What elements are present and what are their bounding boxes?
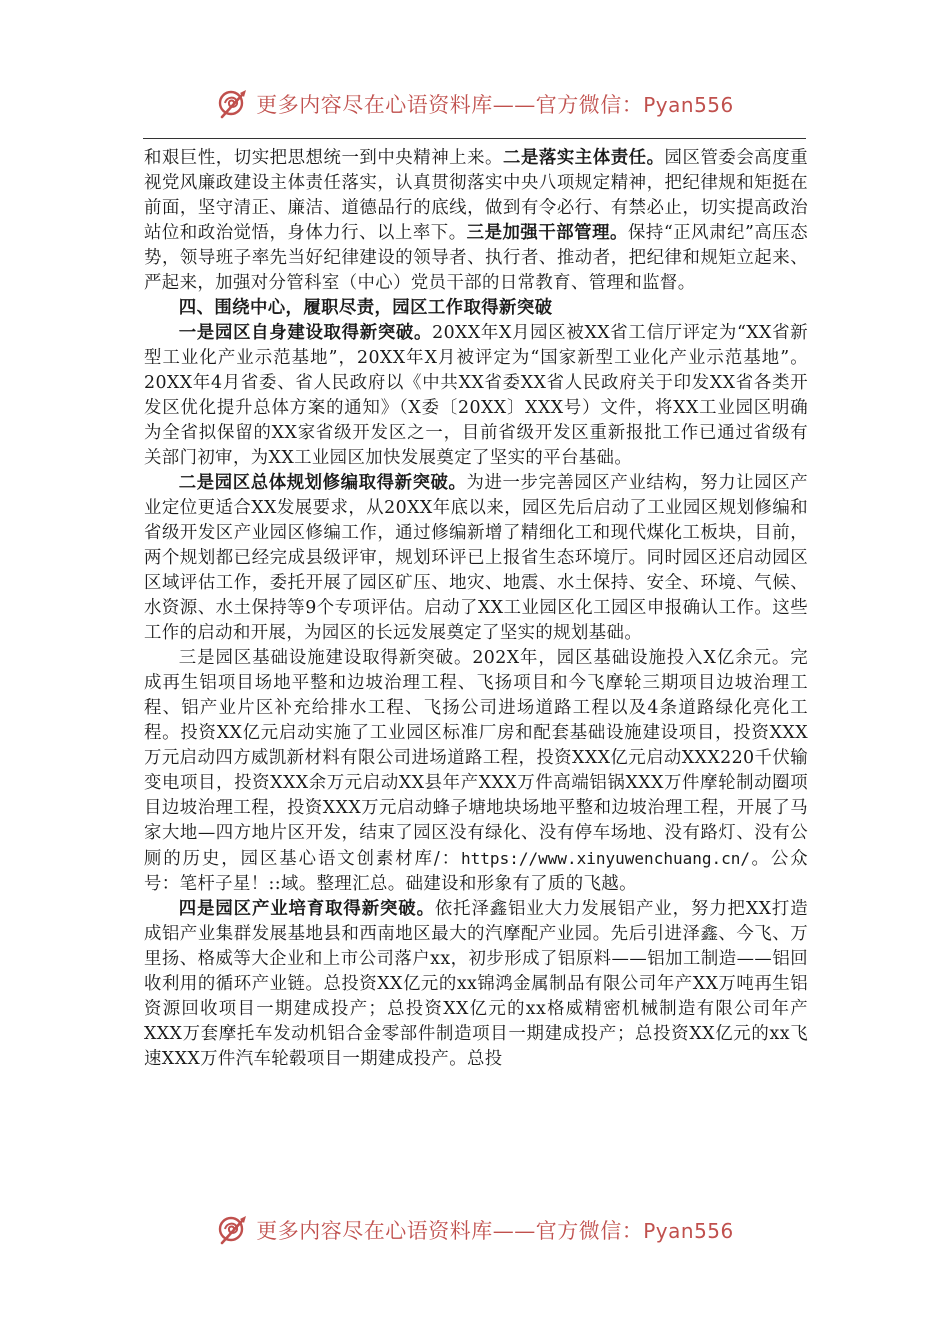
paragraph-1: 和艰巨性，切实把思想统一到中央精神上来。二是落实主体责任。园区管委会高度重视党风廉政建设主体责任落实，认真贯彻落实中央八项规定精神，把纪律规和矩挺在前面，坚守清正、廉洁、道德品行的底线，做到有令必行、有禁必止，切实提高政治站位和政治觉悟，身体力行、以上率下。三是加强干部管理。保持“正风肃纪”高压态势，领导班子率先当好纪律建设的领导者、执行者、推动者，把纪律和规矩立起来、严起来，加强对分管科室（中心）党员干部的日常教育、管理和监督。	[144, 148, 809, 293]
subheading-responsibility: 二是落实主体责任。	[503, 148, 665, 168]
footer-banner-text: 更多内容尽在心语资料库——官方微信：Pyan556	[256, 1219, 734, 1243]
subheading-cadre-management: 三是加强干部管理。	[466, 223, 628, 243]
header-banner-text: 更多内容尽在心语资料库——官方微信：Pyan556	[256, 93, 734, 117]
header-wechat-id: Pyan556	[643, 93, 734, 117]
footer-wechat-id: Pyan556	[643, 1219, 734, 1243]
paragraph-2: 一是园区自身建设取得新突破。20XX年X月园区被XX省工信厅评定为“XX省新型工业化产业示范基地”，20XX年X月被评定为“国家新型工业化产业示范基地”。20XX年4月省委、省人民政府以《中共XX省委XX省人民政府关于印发XX省各类开发区优化提升总体方案的通知》（X委〔20XX〕XXX号）文件，将XX工业园区明确为全省拟保留的XX家省级开发区之一，目前省级开发区重新报批工作已通过省级有关部门初审，为XX工业园区加快发展奠定了坚实的平台基础。	[144, 323, 808, 468]
rose-pen-logo-icon	[216, 87, 250, 121]
subheading-planning: 二是园区总体规划修编取得新突破。	[178, 473, 467, 493]
footer-banner	[0, 1210, 950, 1250]
paragraph-3: 二是园区总体规划修编取得新突破。为进一步完善园区产业结构，努力让园区产业定位更适合XX发展要求，从20XX年底以来，园区先后启动了工业园区规划修编和省级开发区产业园区修编工作，通过修编新增了精细化工和现代煤化工板块，目前，两个规划都已经完成县级评审，规划环评已上报省生态环境厅。同时园区还启动园区区域评估工作，委托开展了园区矿压、地灾、地震、水土保持、安全、环境、气候、水资源、水土保持等9个专项评估。启动了XX工业园区化工园区申报确认工作。这些工作的启动和开展，为园区的长远发展奠定了坚实的规划基础。	[144, 473, 808, 643]
subheading-self-construction: 一是园区自身建设取得新突破。	[178, 323, 433, 343]
document-body	[144, 146, 808, 1072]
header-divider	[143, 138, 806, 139]
subheading-industry: 四是园区产业培育取得新突破。	[178, 899, 435, 919]
header-banner	[0, 84, 950, 124]
section-heading-4: 四、围绕中心，履职尽责，园区工作取得新突破	[178, 298, 553, 318]
rose-pen-logo-icon	[216, 1213, 250, 1247]
paragraph-4: 三是园区基础设施建设取得新突破。202X年，园区基础设施投入X亿余元。完成再生铝项目场地平整和边坡治理工程、飞扬项目和今飞摩轮三期项目边坡治理工程、铝产业片区补充给排水工程、飞扬公司进场道路工程以及4条道路绿化亮化工程。投资XX亿元启动实施了工业园区标准厂房和配套基础设施建设项目，投资XXX万元启动四方威凯新材料有限公司进场道路工程，投资XXX亿元启动XXX220千伏输变电项目，投资XXX余万元启动XX县年产XXX万件高端铝锅XXX万件摩轮制动圈项目边坡治理工程，投资XXX万元启动蜂子塘地块场地平整和边坡治理工程，开展了马家大地—四方地片区开发，结束了园区没有绿化、没有停车场地、没有路灯、没有公厕的历史，园区基心语文创素材库/：https://www.xinyuwenchuang.cn/。公众号：笔杆子星！::域。整理汇总。础建设和形象有了质的飞越。	[144, 648, 808, 894]
paragraph-5: 四是园区产业培育取得新突破。依托泽鑫铝业大力发展铝产业，努力把XX打造成铝产业集群发展基地县和西南地区最大的汽摩配产业园。先后引进泽鑫、今飞、万里扬、格威等大企业和上市公司落户xx，初步形成了铝原料——铝加工制造——铝回收利用的循环产业链。总投资XX亿元的xx锦鸿金属制品有限公司年产XX万吨再生铝资源回收项目一期建成投产；总投资XX亿元的xx格威精密机械制造有限公司年产XXX万套摩托车发动机铝合金零部件制造项目一期建成投产；总投资XX亿元的xx飞速XXX万件汽车轮毂项目一期建成投产。总投	[144, 899, 808, 1069]
website-link[interactable]: https://www.xinyuwenchuang.cn/	[461, 849, 751, 868]
